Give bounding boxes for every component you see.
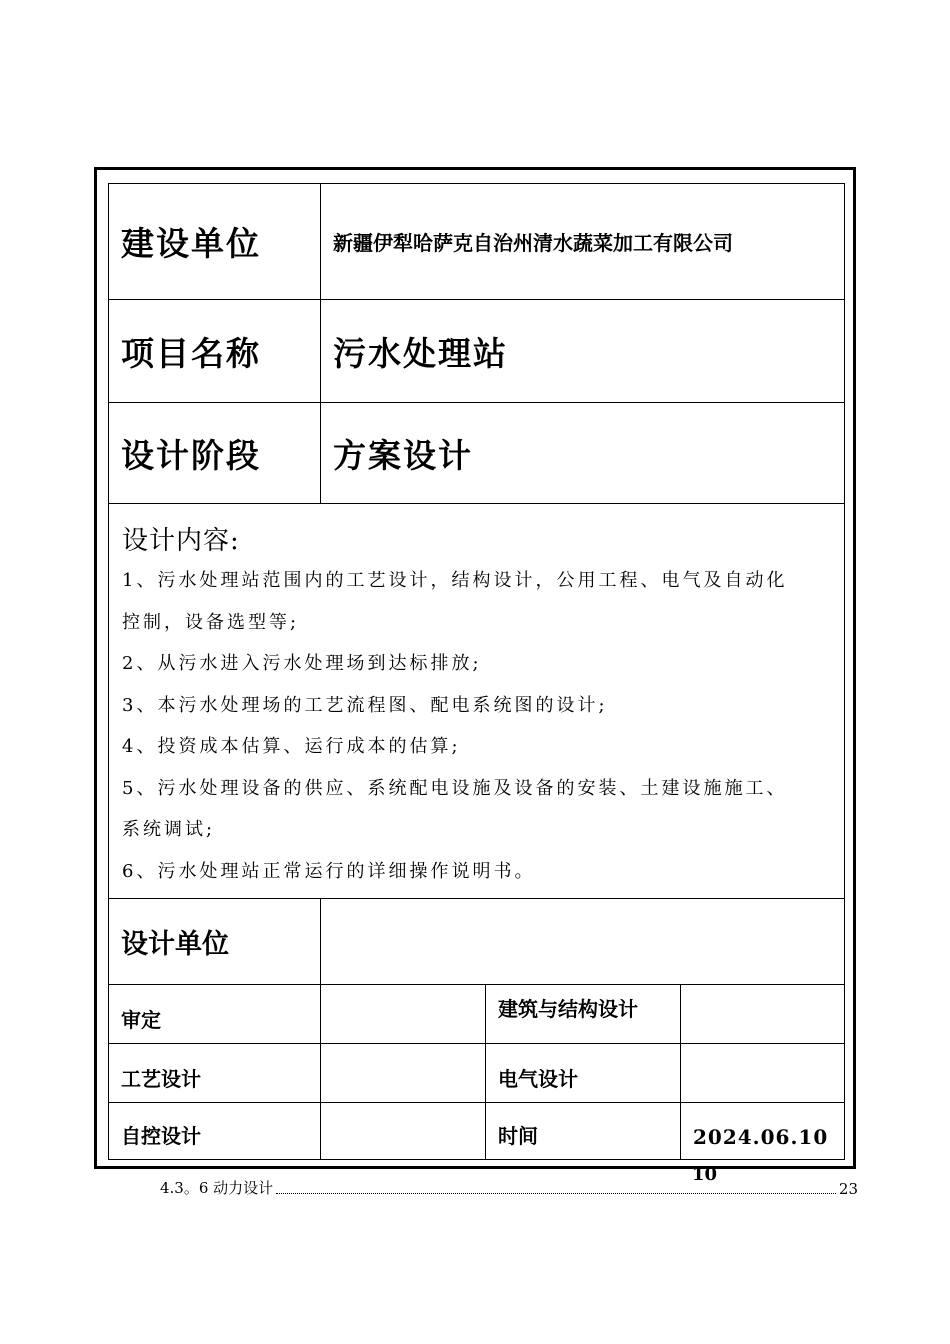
control-design-label (108, 1102, 321, 1160)
build-unit-label-text: 建设单位 (121, 224, 261, 263)
arch-struct-label-text: 建筑与结构设计 (498, 997, 638, 1021)
review-label-text: 审定 (121, 1008, 161, 1032)
content-line: 系统调试; (122, 819, 216, 840)
time-label (485, 1102, 681, 1160)
design-unit-label (108, 898, 321, 985)
project-name-label-text: 项目名称 (121, 333, 261, 373)
design-stage-label-text: 设计阶段 (121, 435, 261, 475)
process-design-label-text: 工艺设计 (121, 1067, 201, 1091)
arch-struct-label (485, 984, 681, 1044)
design-unit-value (320, 898, 845, 985)
time-label-text: 时间 (498, 1124, 538, 1148)
time-value (680, 1102, 845, 1160)
toc-entry-title: 4.3。6 动力设计 (160, 1179, 274, 1197)
design-unit-label-text: 设计单位 (121, 929, 229, 960)
content-line: 6、污水处理站正常运行的详细操作说明书。 (122, 860, 536, 882)
design-stage-value (320, 402, 845, 504)
control-design-label-text: 自控设计 (121, 1124, 201, 1148)
build-unit-label (108, 183, 321, 300)
toc-leader-dots (276, 1193, 836, 1194)
content-line: 1、污水处理站范围内的工艺设计，结构设计，公用工程、电气及自动化 (122, 570, 788, 591)
toc-entry-page: 23 (838, 1180, 858, 1198)
review-label (108, 984, 321, 1044)
process-design-label (108, 1043, 321, 1103)
design-content-heading: 设计内容: (122, 526, 240, 556)
content-line: 2、从污水进入污水处理场到达标排放; (122, 653, 482, 674)
project-name-value (320, 299, 845, 403)
review-value (320, 984, 486, 1044)
content-line: 3、本污水处理场的工艺流程图、配电系统图的设计; (122, 694, 608, 716)
design-stage-value-text: 方案设计 (333, 435, 473, 475)
control-design-value (320, 1102, 486, 1160)
electrical-design-value (680, 1043, 845, 1103)
design-content-list (122, 566, 838, 898)
time-value-overflow: 10 (692, 1164, 718, 1185)
toc-entry[interactable] (160, 1176, 858, 1198)
design-stage-label (108, 402, 321, 504)
content-line: 控制，设备选型等; (122, 611, 300, 633)
content-line: 4、投资成本估算、运行成本的估算; (122, 736, 461, 757)
process-design-value (320, 1043, 486, 1103)
electrical-design-label (485, 1043, 681, 1103)
time-value-text: 2024.06.10 (693, 1125, 829, 1149)
project-name-label (108, 299, 321, 403)
electrical-design-label-text: 电气设计 (498, 1067, 578, 1091)
build-unit-value (320, 183, 845, 300)
build-unit-value-text: 新疆伊犁哈萨克自治州清水蔬菜加工有限公司 (333, 231, 733, 255)
arch-struct-value (680, 984, 845, 1044)
content-line: 5、污水处理设备的供应、系统配电设施及设备的安装、土建设施施工、 (122, 777, 788, 799)
project-name-value-text: 污水处理站 (333, 333, 508, 373)
